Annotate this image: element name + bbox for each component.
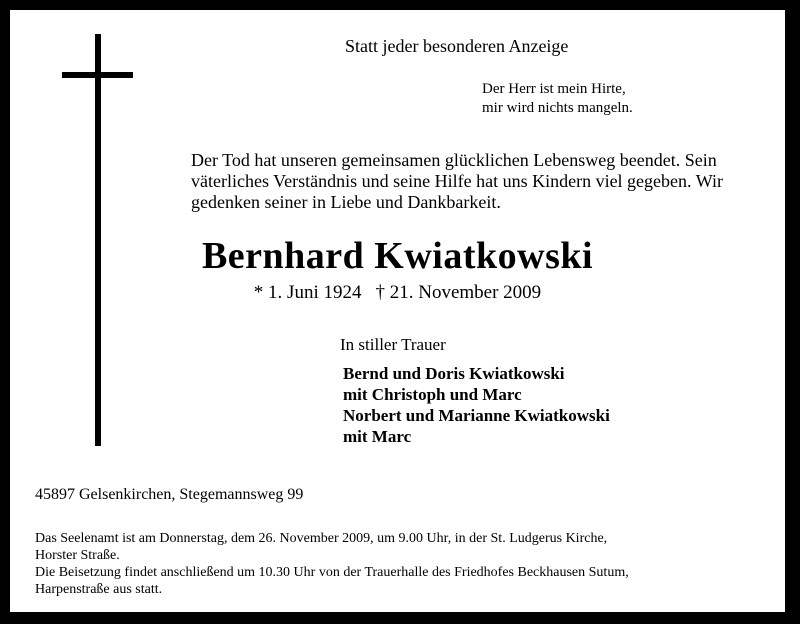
death-date: † 21. November 2009 [375, 282, 542, 303]
mourner-line: Bernd und Doris Kwiatkowski [343, 364, 565, 383]
intro-text [191, 150, 771, 213]
life-dates [10, 282, 785, 304]
mourning-label: In stiller Trauer [340, 335, 446, 354]
psalm-line: Der Herr ist mein Hirte, [482, 81, 626, 97]
psalm-quote [482, 80, 633, 118]
mourners-list [343, 363, 610, 447]
mourner-line: Norbert und Marianne Kwiatkowski [343, 406, 610, 425]
intro-line: väterliches Verständnis und seine Hilfe hat uns Kindern viel gegeben. Wir [191, 171, 723, 191]
deceased-name: Bernhard Kwiatkowski [201, 235, 594, 277]
notes-line: Die Beisetzung findet anschließend um 10.30 Uhr von der Trauerhalle des Friedhofes Beckhausen Sutum, [35, 565, 629, 580]
notes-line: Harpenstraße aus statt. [35, 582, 163, 597]
mourner-line: mit Christoph und Marc [343, 385, 522, 404]
intro-line: gedenken seiner in Liebe und Dankbarkeit. [191, 192, 501, 212]
psalm-line: mir wird nichts mangeln. [482, 100, 633, 116]
notes-line: Das Seelenamt ist am Donnerstag, dem 26. November 2009, um 9.00 Uhr, in der St. Ludgerus Kirche, [35, 531, 608, 546]
notice-heading: Statt jeder besonderen Anzeige [345, 36, 569, 56]
obituary-notice [10, 10, 785, 612]
family-address: 45897 Gelsenkirchen, Stegemannsweg 99 [35, 486, 304, 503]
cross-icon-bar [62, 72, 133, 78]
intro-line: Der Tod hat unseren gemeinsamen glücklichen Lebensweg beendet. Sein [191, 150, 717, 170]
mourner-line: mit Marc [343, 427, 412, 446]
birth-date: * 1. Juni 1924 [253, 282, 362, 303]
service-notes [35, 530, 767, 598]
notes-line: Horster Straße. [35, 548, 120, 563]
